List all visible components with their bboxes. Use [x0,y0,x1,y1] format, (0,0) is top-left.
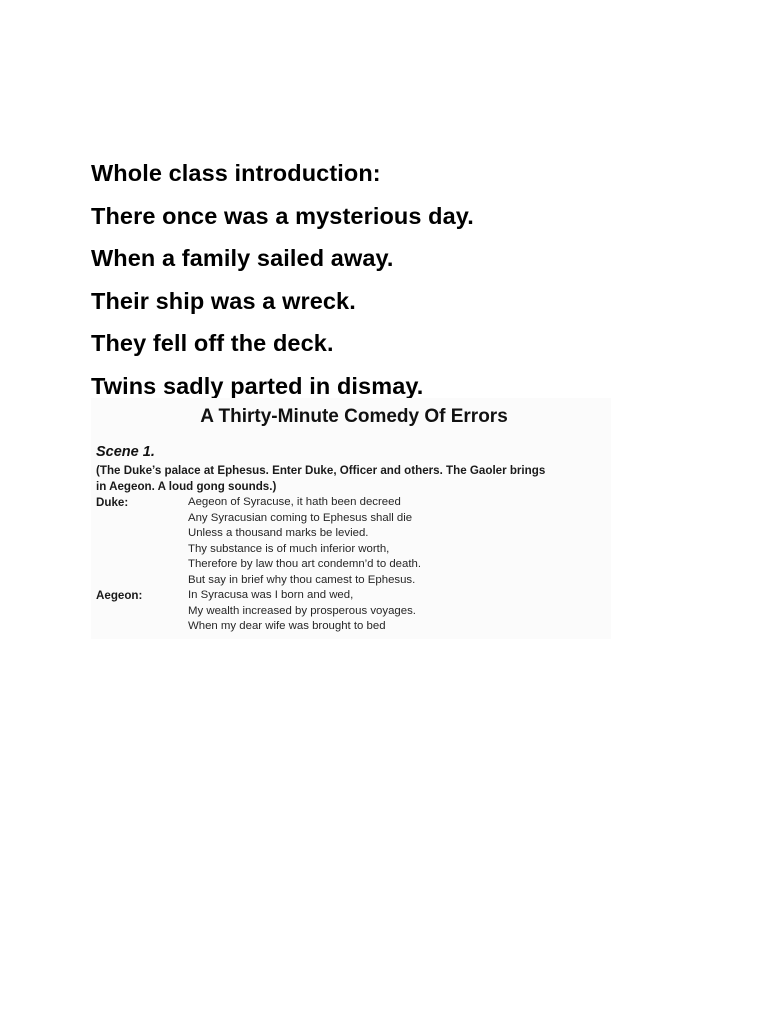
intro-verse [91,152,691,407]
script-title: A Thirty-Minute Comedy Of Errors [200,406,508,427]
verse-line: Thy substance is of much inferior worth, [188,542,390,555]
intro-line-2: When a family sailed away. [91,245,394,271]
scene-heading: Scene 1. [96,444,155,460]
verse-line: In Syracusa was I born and wed, [188,589,354,601]
verse-line: My wealth increased by prosperous voyages. [188,604,416,617]
verse-line: But say in brief why thou camest to Ephesus. [188,573,416,586]
verse-line: Therefore by law thou art condemn’d to death. [188,558,422,570]
verse-line: Any Syracusian coming to Ephesus shall die [188,511,413,524]
intro-line-5: Twins sadly parted in dismay. [91,372,424,399]
stage-direction-line: in Aegeon. A loud gong sounds.) [96,479,277,493]
verse-line: When my dear wife was brought to bed [188,620,386,632]
speech-lines [188,495,421,588]
stage-direction-line: (The Duke’s palace at Ephesus. Enter Duke, Officer and others. The Gaoler brings [96,464,546,477]
script-excerpt-image [91,398,611,639]
speech-lines [188,588,416,635]
intro-line-3: Their ship was a wreck. [91,287,356,314]
speaker-label: Aegeon: [96,589,143,602]
verse-line: Aegeon of Syracuse, it hath been decreed [188,496,401,508]
speaker-label: Duke: [96,496,129,509]
intro-line-1: There once was a mysterious day. [91,202,474,229]
stage-direction [96,463,606,494]
verse-line: Unless a thousand marks be levied. [188,527,369,539]
intro-line-4: They fell off the deck. [91,330,334,356]
intro-heading: Whole class introduction: [91,160,381,186]
